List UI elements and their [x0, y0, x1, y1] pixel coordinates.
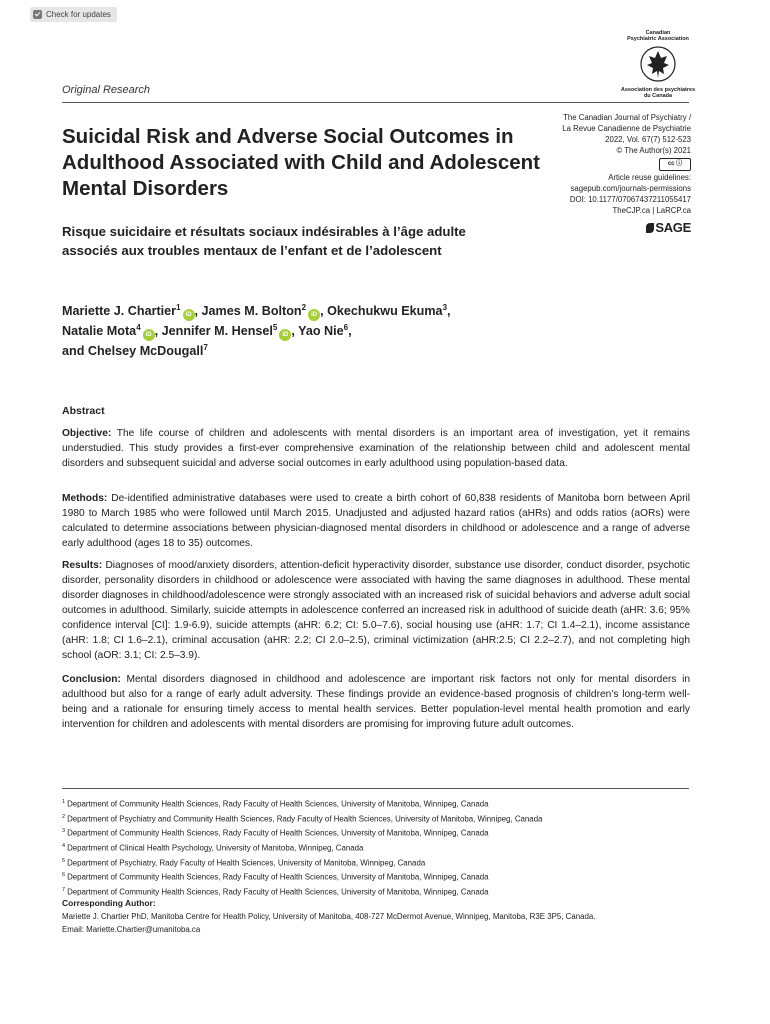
affiliation-number: 6	[62, 872, 66, 879]
abstract-objective	[62, 426, 690, 471]
affiliation-number: 2	[62, 813, 66, 820]
conclusion-label: Conclusion:	[62, 674, 121, 685]
conclusion-text: Mental disorders diagnosed in childhood and adolescence are important risk factors not only for mental disorders in adulthood but also for a range of early adult adversity. These findings provide an evidence-based prognosis of children’s long-term well-being and a rationale for ensuring timely access to mental health services. Better population-level mental health promotion and early intervention for children and adolescents with mental disorders are promising for improving future adult outcomes.	[62, 674, 690, 730]
author-affiliation-sup: 4	[136, 322, 141, 332]
results-text: Diagnoses of mood/anxiety disorders, attention-deficit hyperactivity disorder, substance use disorder, conduct disorder, psychotic disorder, personality disorders in childhood or adolescence were associated with having the same diagnoses in adulthood. These mental disorder diagnoses in childhood/adolescence were strongly associated with an increased risk of suicidal behaviors and adverse adult social outcomes in adulthood. Similarly, suicide attempts in adolescence conferred an increased risk in adulthood of suicide death (aHR: 3.6; 95% confidence interval [CI]: 1.9-6.9), suicide attempts (aHR: 6.2; CI: 5.0–7.6), social housing use (aHR: 1.7; CI 1.4–2.1), income assistance (aHR: 1.8; CI 1.6–2.1), criminal accusation (aHR: 2.2; CI 2.0–2.5), criminal victimization (aHR:2.5; CI 2.2–2.7), and not completing high school (aOR: 3.1; CI: 2.5–3.9).	[62, 560, 690, 661]
section-label: Original Research	[62, 84, 151, 96]
affiliation-text: Department of Community Health Sciences, Rady Faculty of Health Sciences, University of Manitoba, Winnipeg, Canada	[67, 799, 489, 809]
methods-text: De-identified administrative databases were used to create a birth cohort of 60,838 residents of Manitoba born between April 1980 to March 1985 who were followed until March 2015. Unadjusted and adjusted hazard ratios (aHRs) and odds ratios (aORs) were calculated to determine associations between physician-diagnosed mental disorders in childhood or adolescence and a range of adverse early adulthood (ages 18 to 35) outcomes.	[62, 493, 690, 549]
affiliation-text: Department of Psychiatry, Rady Faculty of Health Sciences, University of Manitoba, Winnipeg, Canada	[67, 858, 426, 868]
cpa-logo-line1: Canadian	[645, 30, 671, 36]
orcid-icon[interactable]: iD	[279, 329, 291, 341]
affiliation-number: 4	[62, 842, 66, 849]
check-for-updates-button[interactable]	[30, 7, 117, 22]
affiliation-item	[62, 825, 690, 840]
cpa-logo-line4: du Canada	[643, 93, 673, 99]
sage-logo-text: SAGE	[655, 220, 691, 235]
footer-divider	[62, 788, 689, 789]
corresponding-author-email[interactable]: Email: Mariette.Chartier@umanitoba.ca	[62, 925, 201, 934]
journal-website-link[interactable]: TheCJP.ca | LaRCP.ca	[612, 206, 691, 215]
author-affiliation-sup: 3	[442, 302, 448, 312]
sage-logo	[628, 220, 691, 235]
author-separator: ,	[447, 304, 451, 318]
journal-info	[520, 112, 691, 216]
results-label: Results:	[62, 560, 103, 571]
cpa-logo	[615, 30, 701, 99]
journal-name-en: The Canadian Journal of Psychiatry /	[563, 113, 691, 122]
affiliation-number: 7	[62, 886, 66, 893]
permissions-link[interactable]: sagepub.com/journals-permissions	[570, 184, 691, 193]
affiliation-text: Department of Community Health Sciences, Rady Faculty of Health Sciences, University of Manitoba, Winnipeg, Canada	[67, 828, 489, 838]
journal-name-fr: La Revue Canadienne de Psychiatrie	[562, 124, 691, 133]
creative-commons-icon[interactable]: cc ⓘ	[659, 158, 691, 171]
author-name: Jennifer M. Hensel	[161, 324, 273, 338]
author-name: James M. Bolton	[201, 304, 302, 318]
corresponding-author-details	[62, 910, 702, 936]
journal-volume: 2022, Vol. 67(7) 512-523	[605, 135, 691, 144]
affiliation-list	[62, 796, 690, 898]
affiliation-number: 5	[62, 857, 66, 864]
orcid-icon[interactable]: iD	[143, 329, 155, 341]
objective-label: Objective:	[62, 428, 112, 439]
affiliation-item	[62, 855, 690, 870]
cpa-logo-line2: Psychiatric Association	[627, 36, 689, 42]
article-title-french: Risque suicidaire et résultats sociaux indésirables à l’âge adulte associés aux troubles mentaux de l’enfant et de l’adolescent	[62, 224, 466, 258]
author-affiliation-sup: 5	[272, 322, 278, 332]
author-affiliation-sup: 2	[301, 302, 307, 312]
author-separator: ,	[154, 324, 162, 338]
corresponding-author-address: Mariette J. Chartier PhD, Manitoba Centre for Health Policy, University of Manitoba, 408-727 McDermot Avenue, Winnipeg, Manitoba, R3E 3P5, Canada.	[62, 912, 596, 921]
affiliation-text: Department of Community Health Sciences, Rady Faculty of Health Sciences, University of Manitoba, Winnipeg, Canada	[67, 887, 489, 897]
abstract-conclusion	[62, 672, 690, 732]
affiliation-item	[62, 811, 690, 826]
reuse-guidelines-label: Article reuse guidelines:	[608, 173, 691, 182]
affiliation-number: 1	[62, 799, 66, 805]
cpa-logo-line3: Association des psychiatres	[620, 87, 696, 93]
author-affiliation-sup: 6	[343, 322, 349, 332]
author-separator: ,	[320, 304, 328, 318]
corresponding-author-heading: Corresponding Author:	[62, 898, 156, 908]
affiliation-text: Department of Community Health Sciences, Rady Faculty of Health Sciences, University of Manitoba, Winnipeg, Canada	[67, 872, 489, 882]
orcid-icon[interactable]: iD	[183, 309, 195, 321]
author-name: and Chelsey McDougall	[62, 344, 204, 358]
affiliation-item	[62, 884, 690, 899]
author-affiliation-sup: 7	[203, 342, 208, 352]
author-name: Natalie Mota	[62, 324, 137, 338]
author-separator: ,	[194, 304, 202, 318]
methods-label: Methods:	[62, 493, 108, 504]
abstract-heading: Abstract	[62, 405, 105, 417]
abstract-methods	[62, 491, 690, 551]
author-name: Yao Nie	[298, 324, 344, 338]
copyright: © The Author(s) 2021	[616, 146, 691, 155]
article-title: Suicidal Risk and Adverse Social Outcomes in Adulthood Associated with Child and Adolescent Mental Disorders	[62, 125, 540, 200]
author-list	[62, 301, 562, 361]
author-separator: ,	[348, 324, 352, 338]
affiliation-item	[62, 869, 690, 884]
sage-mark-icon	[646, 223, 654, 233]
doi-link[interactable]: DOI: 10.1177/07067437211055417	[569, 195, 691, 204]
author-name: Okechukwu Ekuma	[327, 304, 443, 318]
abstract-results	[62, 558, 690, 663]
affiliation-item	[62, 796, 690, 811]
author-affiliation-sup: 1	[176, 302, 181, 312]
affiliation-text: Department of Clinical Health Psychology, University of Manitoba, Winnipeg, Canada	[67, 843, 364, 853]
affiliation-item	[62, 840, 690, 855]
author-separator: ,	[291, 324, 299, 338]
header-divider	[62, 102, 689, 103]
author-name: Mariette J. Chartier	[62, 304, 177, 318]
objective-text: The life course of children and adolescents with mental disorders is an important area of investigation, yet it remains understudied. This study provides a first-ever comprehensive examination of the relationship between child and adolescent mental disorders and subsequent suicidal and adverse social outcomes in early adulthood using population-based data.	[62, 428, 690, 469]
affiliation-number: 3	[62, 828, 66, 835]
maple-leaf-emblem-icon	[638, 45, 678, 83]
orcid-icon[interactable]: iD	[308, 309, 320, 321]
check-updates-icon	[33, 10, 42, 19]
check-for-updates-label: Check for updates	[46, 10, 111, 19]
affiliation-text: Department of Psychiatry and Community Health Sciences, Rady Faculty of Health Sciences, University of Manitoba, Winnipeg, Canada	[67, 814, 543, 824]
